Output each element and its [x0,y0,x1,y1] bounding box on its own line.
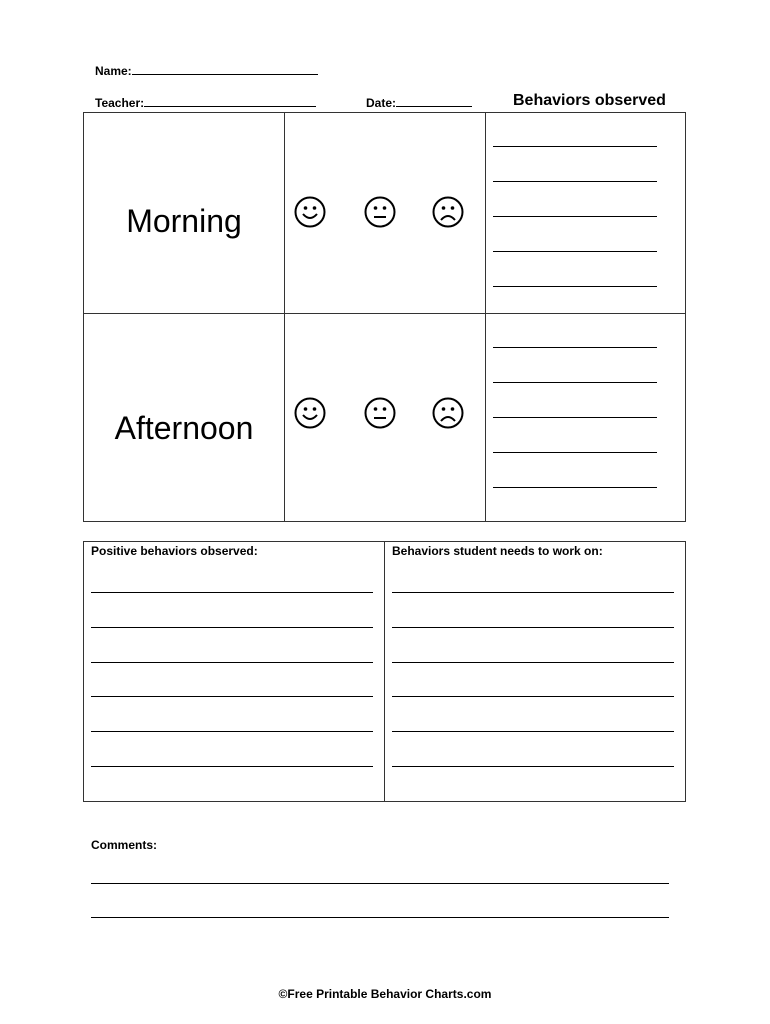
footer-copyright: ©Free Printable Behavior Charts.com [278,987,492,1001]
frowning-face-icon[interactable] [432,397,464,429]
work-on-behavior-line[interactable] [392,627,674,628]
behavior-line[interactable] [493,181,657,182]
period-label-morning: Morning [126,203,242,239]
teacher-label: Teacher: [95,96,145,110]
grid-divider [384,541,385,802]
work-on-behavior-line[interactable] [392,766,674,767]
behavior-line[interactable] [493,146,657,147]
comment-line[interactable] [91,883,669,884]
positive-behavior-line[interactable] [91,592,373,593]
grid-divider [284,112,285,522]
smiley-face-icon[interactable] [294,196,326,228]
neutral-face-icon[interactable] [364,196,396,228]
positive-behavior-line[interactable] [91,731,373,732]
period-label-afternoon: Afternoon [114,410,254,446]
name-blank-line[interactable] [132,62,318,75]
behavior-line[interactable] [493,251,657,252]
date-label: Date: [366,96,397,110]
work-on-behavior-line[interactable] [392,662,674,663]
date-field[interactable] [366,94,472,110]
name-label: Name: [95,64,132,78]
positive-behavior-line[interactable] [91,627,373,628]
behavior-line[interactable] [493,417,657,418]
neutral-face-icon[interactable] [364,397,396,429]
period-grid [83,112,686,522]
behavior-line[interactable] [493,487,657,488]
positive-behavior-line[interactable] [91,766,373,767]
teacher-blank-line[interactable] [144,94,316,107]
behaviors-observed-heading: Behaviors observed [513,92,666,109]
positive-behavior-line[interactable] [91,662,373,663]
behavior-line[interactable] [493,347,657,348]
behavior-line[interactable] [493,382,657,383]
comment-line[interactable] [91,917,669,918]
work-on-behavior-line[interactable] [392,696,674,697]
comments-label: Comments: [91,838,158,852]
positive-behaviors-title: Positive behaviors observed: [91,544,258,558]
work-on-behaviors-title: Behaviors student needs to work on: [392,544,603,558]
behavior-line[interactable] [493,452,657,453]
grid-divider [485,112,486,522]
positive-behavior-line[interactable] [91,696,373,697]
work-on-behavior-line[interactable] [392,592,674,593]
smiley-face-icon[interactable] [294,397,326,429]
date-blank-line[interactable] [396,94,472,107]
work-on-behavior-line[interactable] [392,731,674,732]
behavior-line[interactable] [493,216,657,217]
teacher-field[interactable] [95,94,316,110]
name-field[interactable] [95,62,318,78]
behavior-line[interactable] [493,286,657,287]
frowning-face-icon[interactable] [432,196,464,228]
grid-divider [83,313,686,314]
